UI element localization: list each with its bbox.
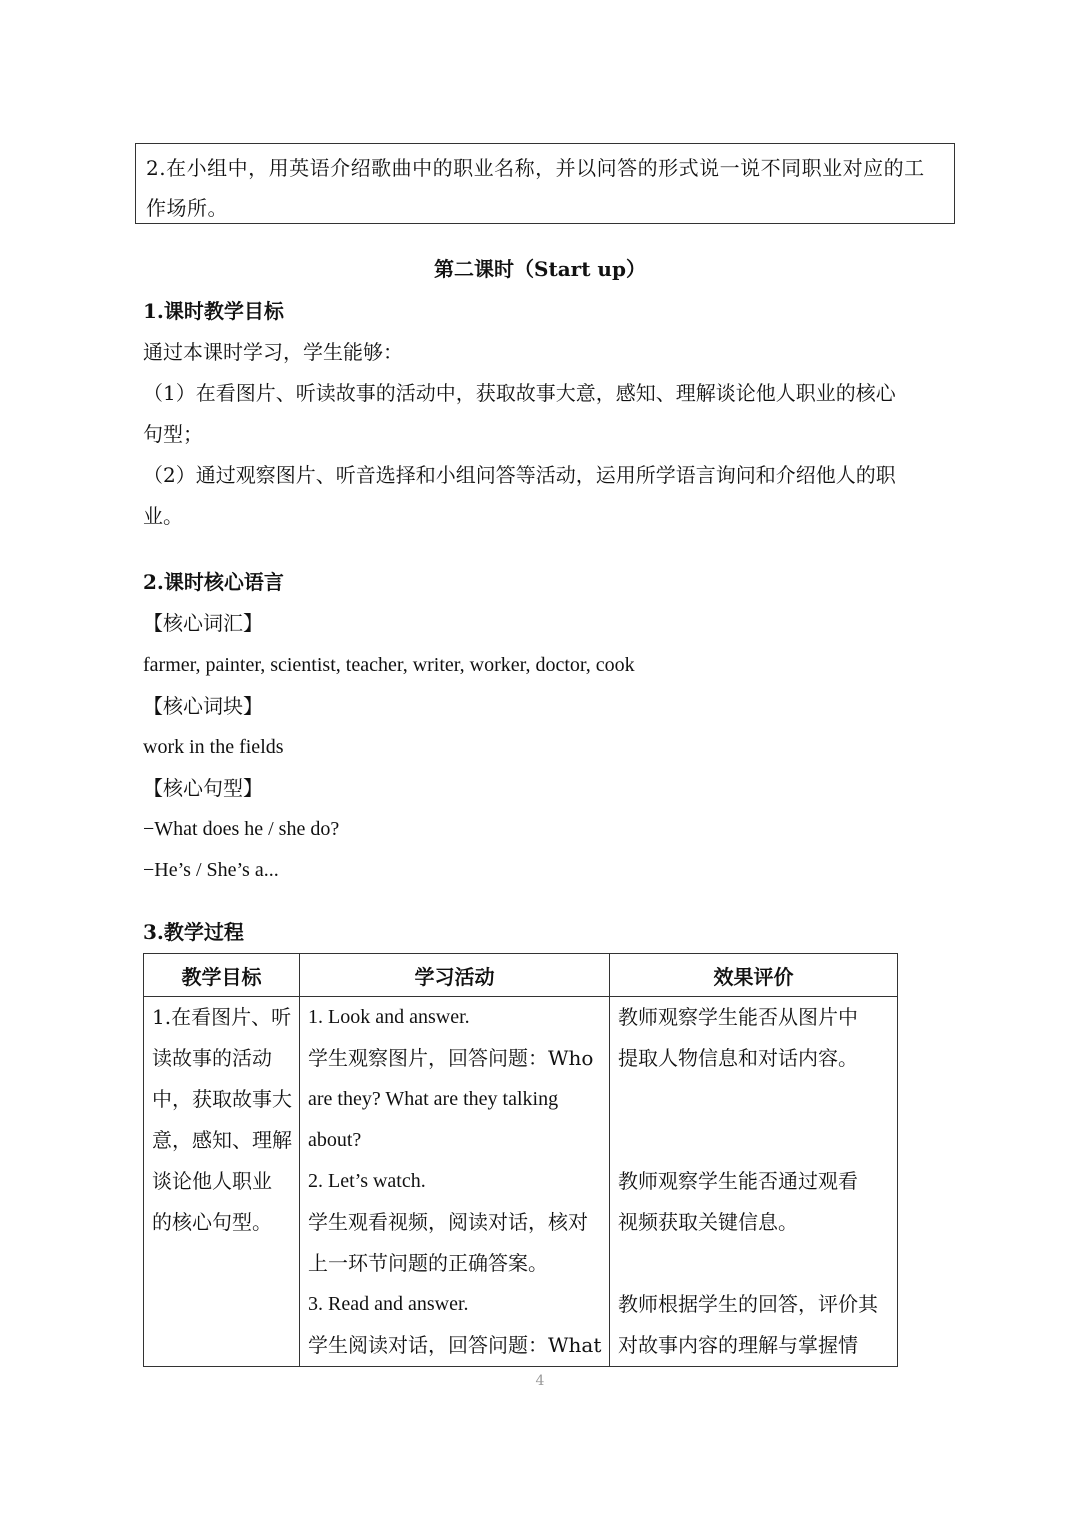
evaluation-line: 教师根据学生的回答，评价其 xyxy=(618,1292,878,1316)
evaluation-line: 教师观察学生能否通过观看 xyxy=(618,1169,858,1193)
activity-line: 上一环节问题的正确答案。 xyxy=(308,1251,548,1275)
activity-line: 1. Look and answer. xyxy=(308,1006,470,1028)
goal-line: 意，感知、理解 xyxy=(152,1128,292,1152)
evaluation-line: 对故事内容的理解与掌握情 xyxy=(618,1333,858,1357)
lesson-title: 第二课时（Start up） xyxy=(434,257,646,281)
goal-cell xyxy=(144,997,300,1367)
objective-1-line-2: 句型； xyxy=(143,422,203,446)
goal-line: 1.在看图片、听 xyxy=(152,1005,292,1029)
goal-line: 的核心句型。 xyxy=(152,1210,272,1234)
activity-line: 3. Read and answer. xyxy=(308,1293,469,1315)
pattern-question: −What does he / she do? xyxy=(143,818,340,840)
vocab-list: farmer, painter, scientist, teacher, writer, worker, doctor, cook xyxy=(143,654,635,676)
evaluation-line: 提取人物信息和对话内容。 xyxy=(618,1046,858,1070)
header-goal: 教学目标 xyxy=(144,954,300,997)
evaluation-cell xyxy=(610,997,898,1367)
goal-line: 谈论他人职业 xyxy=(152,1169,272,1193)
chunk-text: work in the fields xyxy=(143,736,284,758)
evaluation-line xyxy=(618,1243,889,1284)
activity-line: 学生观看视频，阅读对话，核对 xyxy=(308,1210,588,1234)
objectives-heading: 1.课时教学目标 xyxy=(143,299,284,323)
objective-1-line-1: （1）在看图片、听读故事的活动中，获取故事大意，感知、理解谈论他人职业的核心 xyxy=(143,381,896,405)
table-header-row xyxy=(144,954,898,997)
evaluation-line: 教师观察学生能否从图片中 xyxy=(618,1005,858,1029)
objective-2-line-2: 业。 xyxy=(143,504,183,528)
activity-cell xyxy=(300,997,610,1367)
activity-line: are they? What are they talking xyxy=(308,1088,559,1110)
evaluation-line xyxy=(618,1079,889,1120)
evaluation-line: 视频获取关键信息。 xyxy=(618,1210,798,1234)
boxed-note xyxy=(135,143,955,224)
activity-line: 2. Let’s watch. xyxy=(308,1170,426,1192)
header-evaluation: 效果评价 xyxy=(610,954,898,997)
page-number: 4 xyxy=(535,1373,545,1389)
activity-line: about? xyxy=(308,1129,362,1151)
header-activity: 学习活动 xyxy=(300,954,610,997)
chunk-label: 【核心词块】 xyxy=(143,694,263,718)
boxed-note-line-2: 作场所。 xyxy=(146,196,228,220)
teaching-process-table xyxy=(143,953,898,1367)
table-row xyxy=(144,997,898,1367)
core-language-heading: 2.课时核心语言 xyxy=(143,570,284,594)
pattern-label: 【核心句型】 xyxy=(143,776,263,800)
pattern-answer: −He’s / She’s a... xyxy=(143,859,279,881)
boxed-note-line-1: 2.在小组中，用英语介绍歌曲中的职业名称，并以问答的形式说一说不同职业对应的工 xyxy=(146,156,925,180)
goal-line: 读故事的活动 xyxy=(152,1046,272,1070)
evaluation-line xyxy=(618,1120,889,1161)
vocab-label: 【核心词汇】 xyxy=(143,611,263,635)
goal-line: 中，获取故事大 xyxy=(152,1087,292,1111)
activity-line: 学生阅读对话，回答问题：What xyxy=(308,1333,602,1357)
objectives-intro: 通过本课时学习，学生能够： xyxy=(143,340,403,364)
objective-2-line-1: （2）通过观察图片、听音选择和小组问答等活动，运用所学语言询问和介绍他人的职 xyxy=(143,463,896,487)
process-heading: 3.教学过程 xyxy=(143,920,244,944)
activity-line: 学生观察图片，回答问题：Who xyxy=(308,1046,594,1070)
